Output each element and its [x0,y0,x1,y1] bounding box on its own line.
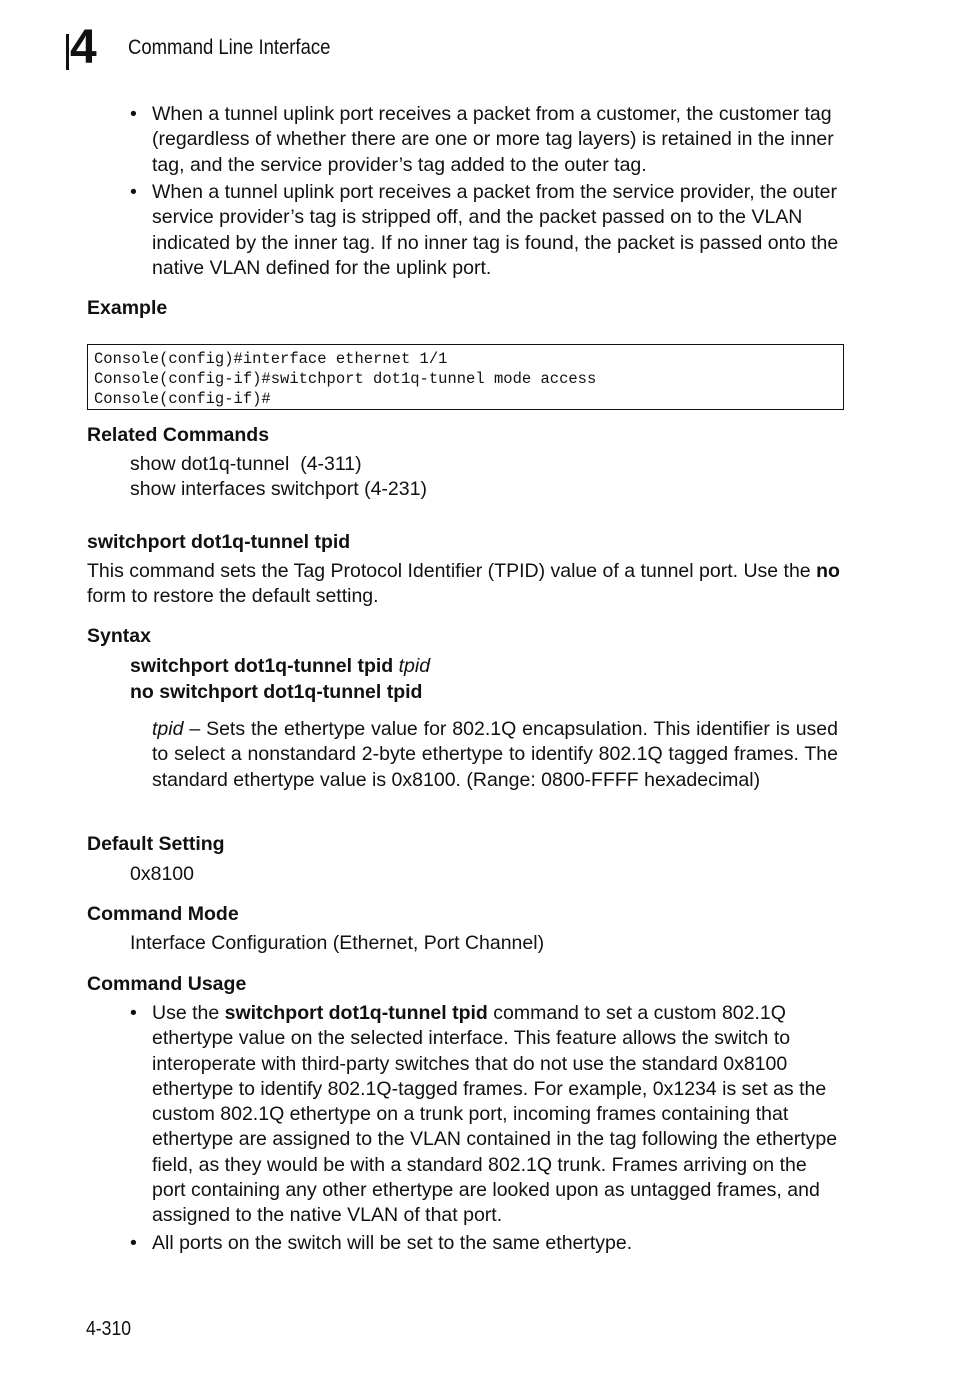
section-heading-example: Example [87,297,168,319]
default-value: 0x8100 [130,863,194,885]
mode-value: Interface Configuration (Ethernet, Port Channel) [130,932,545,954]
bullet-text: When a tunnel uplink port receives a packet from a customer, the customer tag (regardless of whether there are one or more tag layers) is retained in the inner tag, and the service provider’s tag added to the outer tag. [152,103,834,176]
bullet-mark: • [130,1002,137,1024]
page-number: 4-310 [86,1318,132,1340]
usage-bullet: Use the switchport dot1q-tunnel tpid command to set a custom 802.1Q ethertype value on the selected interface. This feature allows the switch to interoperate with third-party switches that do not use the standard 0x8100 ethertype to identify 802.1Q-tagged frames. For example, 0x1234 is set as the custom 802.1Q ethertype on a trunk port, incoming frames containing that ethertype are assigned to the VLAN contained in the tag following the ethertype field, as they would be with a standard 802.1Q trunk. Frames arriving on the port containing any other ethertype are looked upon as untagged frames, and assigned to the native VLAN of that port. [152,1002,838,1227]
code-example [87,344,844,410]
section-heading-default: Default Setting [87,833,225,855]
parameter-description: tpid – Sets the ethertype value for 802.1Q encapsulation. This identifier is used to select a nonstandard 2-byte ethertype to identify 802.1Q tagged frames. The standard ethertype value is 0x8100. (Range: 0800-FFFF hexadecimal) [152,718,838,791]
code-line: Console(config-if)# [94,390,271,408]
section-heading-syntax: Syntax [87,625,151,647]
syntax-line: switchport dot1q-tunnel tpid tpid [130,655,431,677]
bullet-mark: • [130,103,137,125]
section-heading-usage: Command Usage [87,973,247,995]
chapter-bar [66,34,69,70]
related-command: show dot1q-tunnel (4-311) [130,453,362,475]
syntax-line: no switchport dot1q-tunnel tpid [130,681,423,703]
usage-bullet: All ports on the switch will be set to the same ethertype. [152,1232,633,1254]
bullet-mark: • [130,181,137,203]
command-title: switchport dot1q-tunnel tpid [87,531,351,553]
chapter-marker [66,21,110,74]
command-description: This command sets the Tag Protocol Identifier (TPID) value of a tunnel port. Use the no form to restore the default setting. [87,560,840,608]
bullet-text: When a tunnel uplink port receives a packet from the service provider, the outer service provider’s tag is stripped off, and the packet passed on to the VLAN indicated by the inner tag. If no inner tag is found, the packet is passed onto the native VLAN defined for the uplink port. [152,181,839,279]
code-line: Console(config-if)#switchport dot1q-tunnel mode access [94,370,597,388]
chapter-number: 4 [70,21,96,74]
running-header: Command Line Interface [128,36,331,59]
bullet-mark: • [130,1232,137,1254]
section-heading-mode: Command Mode [87,903,239,925]
related-command: show interfaces switchport (4-231) [130,478,427,500]
code-line: Console(config)#interface ethernet 1/1 [94,350,448,368]
section-heading-related: Related Commands [87,424,270,446]
